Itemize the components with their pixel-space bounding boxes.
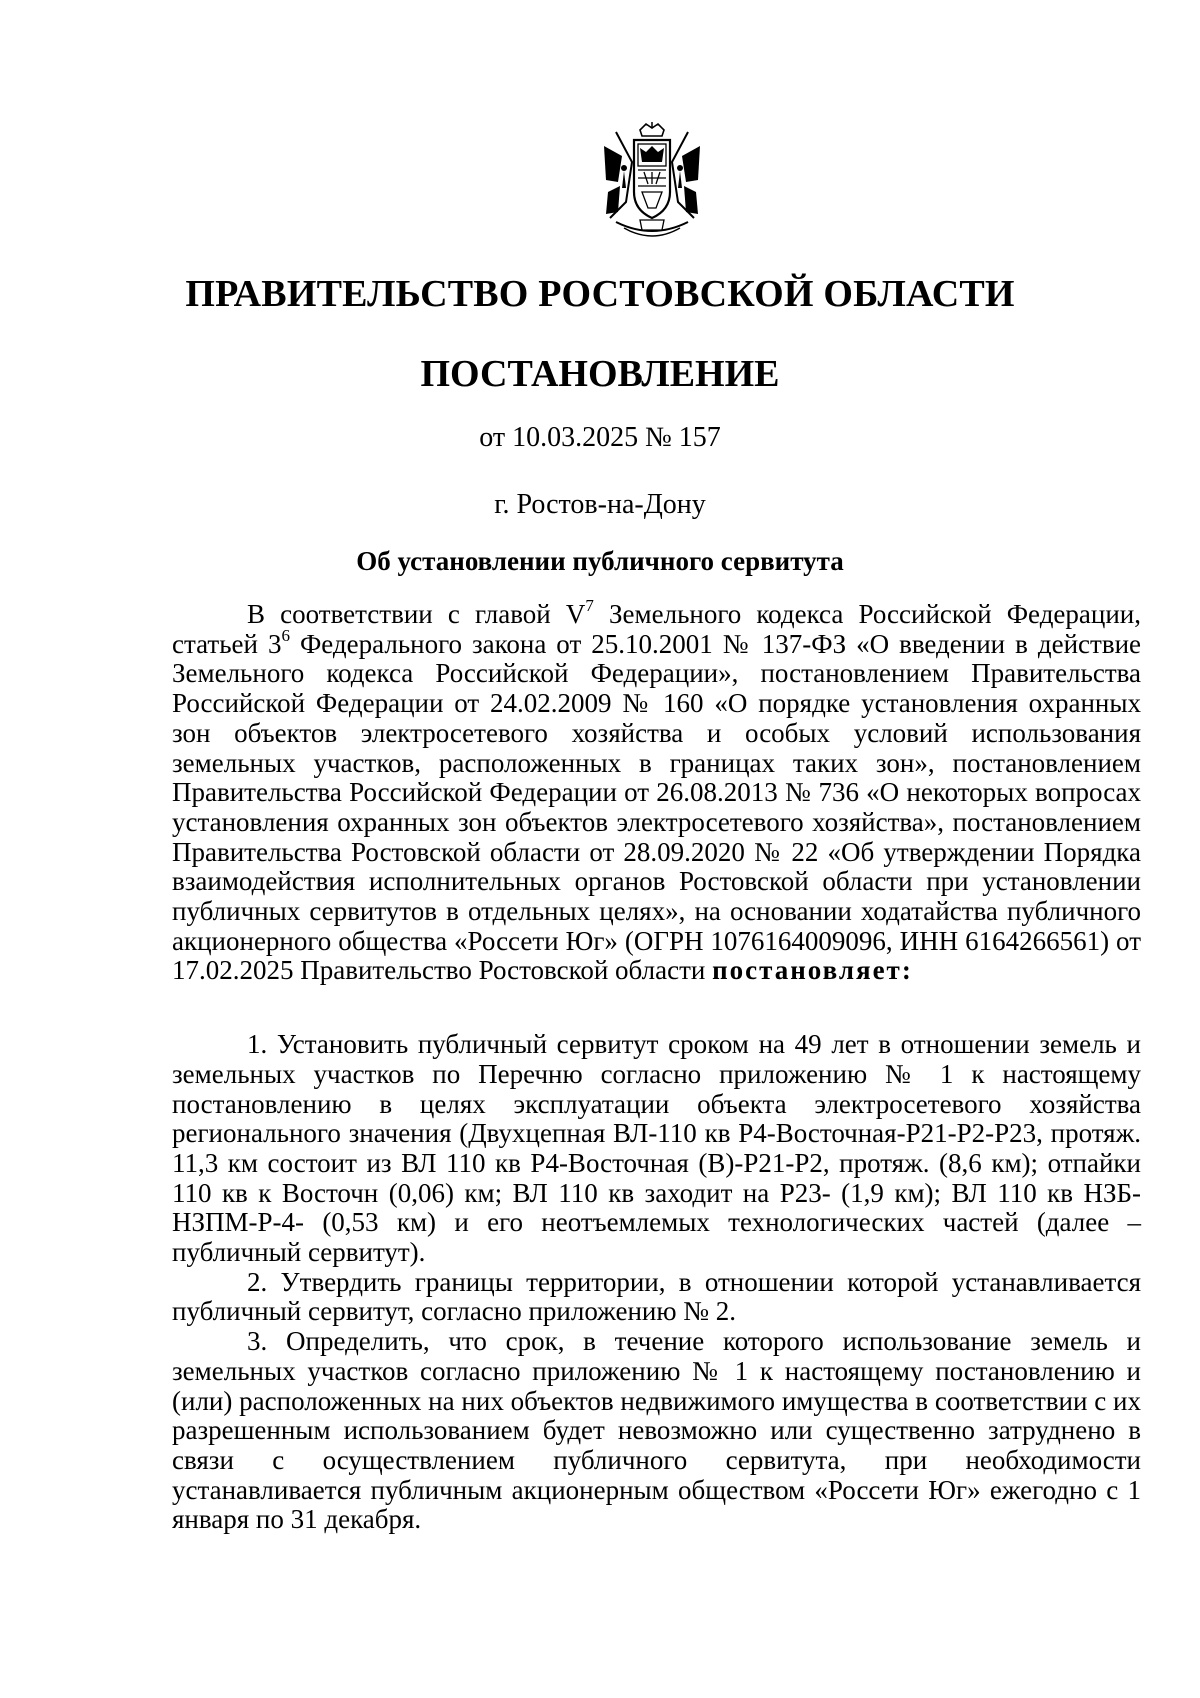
preamble-paragraph bbox=[172, 596, 1141, 986]
document-type: ПОСТАНОВЛЕНИЕ bbox=[420, 353, 780, 395]
item-3: 3. Определить, что срок, в течение которого использование земель и земельных участков согласно приложению № 1 к настоящему постановлению и (или) расположенных на них объектов недвижимого имущества в соответствии с их разрешенным использованием будет невозможно или существенно затруднено в связи с осуществлением публичного сервитута, при необходимости устанавливается публичным акционерным обществом «Россети Юг» ежегодно с 1 января по 31 декабря. bbox=[172, 1326, 1141, 1535]
organization-name: ПРАВИТЕЛЬСТВО РОСТОВСКОЙ ОБЛАСТИ bbox=[185, 273, 1015, 315]
decree-word: постановляет: bbox=[712, 955, 913, 986]
preamble-text-3: Федерального закона от 25.10.2001 № 137-ФЗ «О введении в действие Земельного кодекса Российской Федерации», постановлением Правительства Российской Федерации от 24.02.2009 № 160 «О порядке установления охранных зон объектов электросетевого хозяйства и особых условий использования земельных участков, расположенных в границах таких зон», постановлением Правительства Российской Федерации от 26.08.2013 № 736 «О некоторых вопросах установления охранных зон объектов электросетевого хозяйства», постановлением Правительства Ростовской области от 28.09.2020 № 22 «Об утверждении Порядка взаимодействия исполнительных органов Ростовской области при установлении публичных сервитутов в отдельных целях», на основании ходатайства публичного акционерного общества «Россети Юг» (ОГРН 1076164009096, ИНН 6164266561) от 17.02.2025 Правительство Ростовской области bbox=[172, 628, 1141, 986]
document-body bbox=[172, 596, 1141, 1535]
superscript-1: 7 bbox=[585, 596, 594, 615]
preamble-text-1: В соответствии с главой V bbox=[247, 599, 586, 629]
item-1: 1. Установить публичный сервитут сроком на 49 лет в отношении земель и земельных участков по Перечню согласно приложению № 1 к настоящему постановлению в целях эксплуатации объекта электросетевого хозяйства регионального значения (Двухцепная ВЛ-110 кв Р4-Восточная-Р21-Р2-Р23, протяж. 11,3 км состоит из ВЛ 110 кв Р4-Восточная (В)-Р21-Р2, протяж. (8,6 км); отпайки 110 кв к Восточн (0,06) км; ВЛ 110 кв заходит на Р23- (1,9 км); ВЛ 110 кв НЗБ-НЗПМ-Р-4- (0,53 км) и его неотъемлемых технологических частей (далее – публичный сервитут). bbox=[172, 1029, 1141, 1268]
superscript-2: 6 bbox=[281, 625, 290, 645]
document-city: г. Ростов-на-Дону bbox=[494, 489, 706, 520]
document-title: Об установлении публичного сервитута bbox=[356, 546, 844, 576]
coat-of-arms-icon bbox=[596, 122, 708, 244]
preamble-text-2: Земельного кодекса Российской Федерации, статьей 3 bbox=[172, 599, 1141, 659]
item-2: 2. Утвердить границы территории, в отношении которой устанавливается публичный сервитут, согласно приложению № 2. bbox=[172, 1266, 1141, 1327]
paragraph-spacer bbox=[172, 986, 1141, 1030]
document-date-number: от 10.03.2025 № 157 bbox=[479, 422, 721, 453]
